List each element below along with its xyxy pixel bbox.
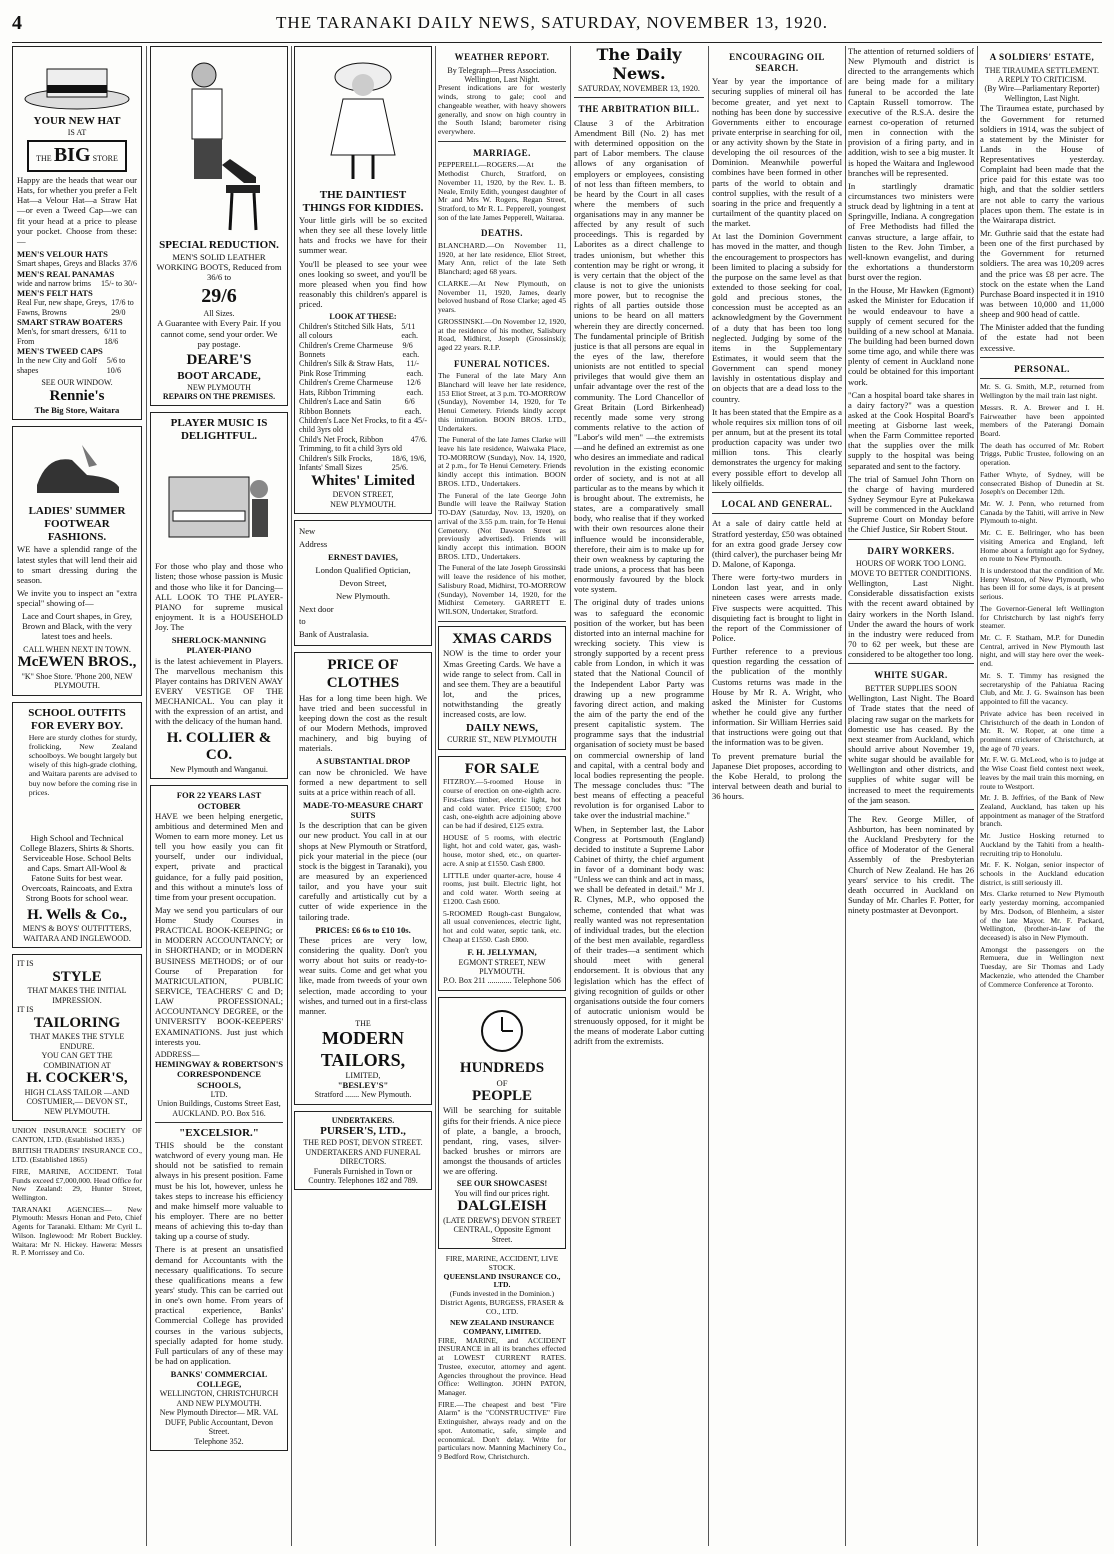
clock-icon <box>467 1006 537 1056</box>
hat-item: SMART STRAW BOATERS Men's, for smart dressers, From 6/11 to 18/6 <box>17 317 127 346</box>
deare-repairs: REPAIRS ON THE PREMISES. <box>162 391 276 401</box>
dalgleish-firm: DALGLEISH <box>457 1198 547 1215</box>
hundreds-body: Will be searching for suitable gifts for their friends. A nice piece of plate, a bangle, a brooch, pendant, ring, vases, silver-backed brushes or mirrors are amongst the thousands of articles we are offering. <box>443 1105 561 1177</box>
optician-ad <box>294 520 432 646</box>
reduction-price: 29/6 <box>201 285 237 308</box>
xmas-title: XMAS CARDS <box>452 630 552 647</box>
sugar-sub: BETTER SUPPLIES SOON <box>864 683 957 693</box>
piano-brand: SHERLOCK-MANNING PLAYER-PIANO <box>171 635 267 656</box>
personal-item: Private advice has been received in Christchurch of the death in London of Mr. R. W. Roper, at one time a prominent cricketer of Christchurch, at the age of 70 years. <box>980 708 1104 753</box>
dalgleish-sub: (LATE DREW'S) DEVON STREET CENTRAL, Opposite Egmont Street. <box>443 1215 561 1244</box>
price-sub2: MADE-TO-MEASURE CHART SUITS <box>302 800 424 821</box>
dainty-title: THE DAINTIEST THINGS FOR KIDDIES. <box>302 189 424 214</box>
hat-store: STORE <box>92 154 118 164</box>
hat-item: MEN'S FELT HATS Real Fur, new shape, Greys, Fawns, Browns 17/6 to 29/0 <box>17 288 134 317</box>
column-1 <box>12 46 142 1546</box>
funeral-notice: The Funeral of the late James Clarke will leave his late residence, Waiwaka Place, TO-MORROW (Sunday), Nov. 14, 1920, at 2 p.m., for Te Henui Cemetery. Friends kindly accept this intimation. BOON BROS. LTD., Undertakers. <box>438 435 566 488</box>
insurance-ads <box>438 1255 566 1462</box>
personal-item: Mr. F. W. G. McLeod, who is to judge at the Wise Coast field contest next week, leaves by the mail train this morning, en route to Westport. <box>980 755 1104 791</box>
jellyman-addr: EGMONT STREET, NEW PLYMOUTH. <box>458 957 546 976</box>
hundreds-l1: HUNDREDS <box>459 1059 545 1076</box>
purser-firm: PURSER'S, LTD., <box>320 1125 406 1138</box>
weather-report <box>438 52 566 137</box>
jellyman-firm: F. H. JELLYMAN, <box>467 947 537 958</box>
personal-item: Mr. C. E. Bellringer, who has been visiting America and England, left Home about a fortnight ago for Sydney, en route to New Plymouth. <box>980 528 1104 564</box>
column-4 <box>438 46 566 1546</box>
newspaper-title: THE TARANAKI DAILY NEWS, SATURDAY, NOVEMBER 13, 1920. <box>276 13 828 32</box>
hat-body: Happy are the heads that wear our Hats, for whether you prefer a Felt Hat—a Velour Hat—a Straw Hat—or even a Tweed Cap—we can fit your head at a price to please your pocket. Choose from these:— <box>17 175 137 246</box>
modern-tailors-ad <box>294 652 432 1105</box>
ladies-footwear-ad <box>12 426 142 695</box>
banks-firm: BANKS' COMMERCIAL COLLEGE, <box>170 1369 268 1390</box>
optician-bank: Bank of Australasia. <box>299 629 369 640</box>
dainty-item: Children's Silk & Straw Hats, Pink Rose Trimming 11/- each. <box>299 359 424 378</box>
deare-firm: DEARE'S <box>186 351 252 368</box>
tailoring-word: TAILORING <box>33 1014 121 1031</box>
personal-item: It is understood that the condition of Mr. Henry Weston, of New Plymouth, who has been ill for some days, is at present serious. <box>980 566 1104 602</box>
dainty-item: Children's Lace and Satin Ribbon Bonnets 6/6 each. <box>299 397 422 416</box>
news-para: In the House, Mr Hawken (Egmont) asked the Minister for Education if he would endeavour to have a supply of cement secured for the building of a new school at Manaia. The building had been burned down some time ago, and while there was plenty of cement in Auckland none could be obtained for this important work. <box>848 285 974 387</box>
banks-body4: There is at present an unsatisfied demand for Accountants with the necessary qualifications. To secure these qualifications means a few years' study. This can be carried out in one's own home. From years of practical experience, Banks' Commercial College has provided courses in the various subjects, specially adapted for home study. Full particulars of any of these may be had on application. <box>155 1244 283 1366</box>
price-body: Has for a long time been high. We have tried and been successful in keeping down the cost as the result of our Modern Methods, improved machinery, and big buying of materials. <box>299 692 427 754</box>
dainty-look: LOOK AT THESE: <box>329 312 397 322</box>
personal-item: Father Whyte, of Sydney, will be consecrated Bishop of Dunedin at St. Joseph's on December 12th. <box>980 469 1104 497</box>
sale-item: FITZROY.—5-roomed House in course of erection on one-eighth acre. First-class timber, electric light, hot and cold water. Price £1500; £700 cash, one-eighth acre adjoining above can be had if desired, £125 extra. <box>443 777 561 831</box>
dainty-item: Children's Stitched Silk Hats, all colours 5/11 each. <box>299 321 418 341</box>
schools-body: HAVE we been helping energetic, ambitious and determined Men and Women to earn more money. Let us tell you how easily you can fit yourself, under our individual, expert, private and practical guidance, for a fully paid position, and this without a minute's loss of time from your present occupation. <box>155 810 283 902</box>
collier-firm: H. COLLIER & CO. <box>166 729 272 764</box>
deare-firm2: BOOT ARCADE, <box>177 369 261 382</box>
ladies-title: LADIES' SUMMER FOOTWEAR FASHIONS. <box>28 505 126 544</box>
funerals-title: FUNERAL NOTICES. <box>453 358 551 369</box>
news-last: The Rev. George Miller, of Ashburton, has been nominated by the Auckland Presbytery for the office of Moderator of the General Assembly of the Presbyterian Church of New Zealand. He has 26 years' service to his credit. The death occurred in Auckland on Sunday of Mr. Charles F. Potter, for ninety postmaster at Devonport. <box>848 813 974 916</box>
hemingway-addr: Union Buildings, Customs Street East, AUCKLAND. P.O. Box 516. <box>157 1099 281 1118</box>
sale-title: FOR SALE <box>464 760 540 777</box>
man-boots-icon <box>164 55 274 235</box>
local-para: There were forty-two murders in London last year, and in only nineteen cases were arrests made. Five suspects were acquitted. This disquieting fact is brought to light in the report of the Commissioner of Police. <box>712 572 842 643</box>
schoolboy-icon <box>17 733 26 833</box>
insure-head: FIRE, MARINE, ACCIDENT, LIVE STOCK. <box>445 1254 559 1272</box>
reduction-title: SPECIAL REDUCTION. <box>159 239 279 251</box>
ladies-firm: McEWEN BROS., <box>17 654 137 671</box>
weather-by: By Telegraph—Press Association. <box>447 65 557 75</box>
estate-head: A SOLDIERS' ESTATE, <box>989 52 1095 62</box>
correspondence-schools-ad <box>150 785 288 1451</box>
optician-name: ERNEST DAVIES, <box>328 551 398 562</box>
style-line2: THAT MAKES THE STYLE ENDURE. <box>29 1032 125 1051</box>
oil-para: It has been stated that the Empire as a whole requires six million tons of oil per annum, but at the present its total production capacity was under two million tons. This clearly demonstrates the urgency for making every possible effort to develop all likely oilfields. <box>712 406 842 488</box>
cocker-sub: HIGH CLASS TAILOR —AND COSTUMIER,— DEVON ST., NEW PLYMOUTH. <box>24 1087 130 1116</box>
hemingway-firm: HEMINGWAY & ROBERTSON'S CORRESPONDENCE SCHOOLS, <box>155 1059 283 1090</box>
style-it-is-2: IT IS <box>17 1005 34 1015</box>
estate-sub2: A REPLY TO CRITICISM. <box>997 75 1087 85</box>
style-it-is: IT IS <box>17 959 34 969</box>
price-prices: PRICES: £6 6s to £10 10s. <box>315 924 411 935</box>
personal-item: Mr. F. K. Nolgan, senior inspector of schools in the Auckland education district, is still seriously ill. <box>980 860 1104 887</box>
xmas-cards-ad <box>438 626 566 750</box>
hat-is-at: IS AT <box>67 127 87 137</box>
marriage-title: MARRIAGE. <box>473 147 531 158</box>
school-title: SCHOOL OUTFITS FOR EVERY BOY. <box>28 706 126 732</box>
kiddies-ad <box>294 46 432 514</box>
dainty-item: Children's Silk Frocks, Infants' Small Sizes 18/6, 19/6, 25/6. <box>299 453 427 473</box>
news-para: In startlingly dramatic circumstances two ministers were struck dead by lightning in a tent at Springville, Indiana. A congregation of Free Methodists had filled the canvas structure, a large affair, to listen to the Rev. John Timber, a well-known evangelist, and during the exhortations a thunderstorm burst over the region. <box>848 180 974 283</box>
cocker-firm: H. COCKER'S, <box>26 1069 128 1086</box>
personal-item: Mr. S. T. Timmy has resigned the secretaryship of the Pahiatua Racing Club, and Mr. J. G. Swainson has been appointed to fill the vacancy. <box>980 670 1104 707</box>
oil-head: ENCOURAGING OIL SEARCH. <box>729 52 825 73</box>
queensland-firm: QUEENSLAND INSURANCE CO., LTD. <box>443 1271 561 1290</box>
hat-window: SEE OUR WINDOW. <box>41 378 113 388</box>
hat-item: MEN'S REAL PANAMAS wide and narrow brims 15/- to 30/- <box>17 268 137 288</box>
dainty-item: Children's Lace Net Frocks, to fit a child 3yrs old 45/- <box>299 416 427 435</box>
purser-addr: THE RED POST, DEVON STREET. <box>303 1138 423 1148</box>
personal-item: Mr. S. G. Smith, M.P., returned from Wellington by the mail train last night. <box>980 382 1104 401</box>
personal-item: Mr. C. F. Statham, M.P. for Dunedin Central, arrived in New Plymouth last night, and will stay here over the week-end. <box>980 633 1104 669</box>
tailors-besley: "BESLEY'S" <box>337 1080 389 1091</box>
dainty-item: Children's Creme Charmeuse Bonnets 9/6 each. <box>299 340 420 359</box>
school-lines: High School and Technical College Blazers, Shirts & Shorts. Serviceable Hose. School Belts and Caps. Smart All-Wool & Fatone Suits for best wear. Overcoats, Raincoats, and Extra Strong Boots for school wear. <box>19 832 135 904</box>
sugar-body: Wellington, Last Night. The Board of Trade states that the need of placing raw sugar on the markets for domestic use has ceased. By the next steamer from Auckland, which should arrive about November 19, white sugar should be available for Wellington and other districts, and supplies of white sugar will be increased to meet the requirements of the jam season. <box>848 693 974 805</box>
insurance-notices <box>12 1127 142 1258</box>
hundreds-find: You will find our prices right. <box>454 1188 550 1198</box>
editorial-date: SATURDAY, NOVEMBER 13, 1920. <box>578 83 700 93</box>
personal-item: Messrs. R. A. Brewer and I. H. Fairweather have been appointed members of the Paterangi Domain Board. <box>980 402 1104 438</box>
estate-sub: THE TIRAUMEA SETTLEMENT. <box>984 65 1100 75</box>
column-5 <box>574 46 704 1546</box>
column-6 <box>712 46 842 1546</box>
editorial-para: When, in September last, the Labor Congress at Portsmouth (England) decided to institute a Supreme Labor Cabinet of thirty, the chief argument in favor of a dominant body was: "Unless we can think and act in mass, we shall be defeated in detail." Mr J. R. Clynes, M.P., who opposed the scheme, contended that what was really wanted was not representation of individual trades, but the election of the best men available, regardless of their trades—a sentiment which should meet with general endorsement. It is obvious that any legislation which has the effect of giving recognition of guilds or other organisations outside the four corners of autocratic unionism would be strenuously opposed, for it might be the means of moderate Labor cutting adrift from the extremists. <box>574 823 704 1047</box>
column-2 <box>150 46 288 1546</box>
dainty-item: Child's Net Frock, Ribbon Trimming, to fit a child 3yrs old 47/6. <box>299 434 427 454</box>
dainty-item: Children's Creme Charmeuse Hats, Ribbon Trimming 12/6 each. <box>299 378 424 397</box>
ladies-addr: "K" Shoe Store. 'Phone 200, NEW PLYMOUTH. <box>21 671 133 691</box>
weather-dateline: Wellington, Last Night. <box>464 75 540 85</box>
ladies-body: WE have a splendid range of the latest styles that will lend their aid to smart dressing during the season. <box>17 544 137 585</box>
dairy-body: Wellington, Last Night. Considerable dissatisfaction exists with the recent award obtained by dairy workers in the North Island. Under the award the hours of work in the industry were reduced from 70 to 62 per week, but these are considered to be altogether too long. <box>848 578 974 660</box>
school-sub: MEN'S & BOYS' OUTFITTERS, WAITARA AND INGLEWOOD. <box>22 924 132 943</box>
shoe-icon <box>27 435 127 501</box>
ladies-items: Lace and Court shapes, in Grey, Brown and Black, with the very latest toes and heels. <box>22 611 132 642</box>
collier-sub: New Plymouth and Wanganui. <box>170 764 268 774</box>
style-line1: THAT MAKES THE INITIAL IMPRESSION. <box>27 986 127 1005</box>
tailors-firm: MODERN TAILORS, <box>320 1028 406 1070</box>
sale-item: 5-ROOMED Rough-cast Bungalow, all usual conveniences, electric light, hot and cold water, septic tank, etc. Cheap at £1550. Cash £800. <box>443 908 561 944</box>
column-8 <box>980 46 1104 1546</box>
xmas-addr: CURRIE ST., NEW PLYMOUTH <box>447 735 557 745</box>
optician-address: Address <box>299 539 328 550</box>
tailors-the: THE <box>355 1018 371 1028</box>
personal-item: The death has occurred of Mr. Robert Triggs, Public Trustee, following on an operation. <box>980 440 1104 468</box>
dairy-sub: HOURS OF WORK TOO LONG. <box>855 559 966 569</box>
weather-body: Present indications are for westerly winds, strong to gale; cool and changeable weather, with heavy showers generally, and snow on high country in the South Island; barometer rising everywhere. <box>438 83 566 137</box>
column-3 <box>294 46 432 1546</box>
style-tailoring-ad <box>12 954 142 1121</box>
hat-item: MEN'S VELOUR HATS Smart shapes, Greys and Blacks 37/6 <box>17 248 137 269</box>
local-para: At a sale of dairy cattle held at Stratford yesterday, £50 was obtained for an extra good grade Jersey cow (third calver), the purchaser being Mr D. Malone, of Kaponga. <box>712 518 842 570</box>
price-body2: can now be chronicled. We have formed a new department to sell suits at a price within reach of all. <box>299 766 427 797</box>
hundreds-l2: OF <box>496 1077 508 1088</box>
price-title: PRICE OF CLOTHES <box>326 657 400 691</box>
news-para: The trial of Samuel John Thorn on the charge of having murdered Sydney Seymour Eyre at Pukekawa will be commenced in the Auckland Supreme Court on Monday before the Chief Justice, Sir Robert Stout. <box>848 473 974 535</box>
insurance-item: BRITISH TRADERS' INSURANCE CO., LTD. (Established 1865) <box>12 1146 142 1165</box>
dainty-body2: You'll be pleased to see your wee ones looking so sweet, and you'll be more pleased when you find how reasonably this children's apparel is priced. <box>299 258 427 310</box>
whites-addr: DEVON STREET, <box>332 490 394 500</box>
player-piano-ad <box>150 412 288 779</box>
banks-body3: THIS should be the constant watchword of every young man. He should not be satisfied to remain always in his present position. Fame must be his lot, however, unless he takes steps to increase his efficiency and make himself more valuable to his employer. There are no better means of achieving this to-day than taking up a course of study. <box>155 1140 283 1242</box>
reduction-body: MEN'S SOLID LEATHER WORKING BOOTS, Reduced from 36/6 to <box>156 251 282 283</box>
ladies-call: CALL WHEN NEXT IN TOWN. <box>23 644 131 654</box>
dainty-body: Your little girls will be so excited when they see all these lovely little hats and frocks we have for their summer wear. <box>299 214 427 256</box>
price-body3: Is the description that can be given our new product. You call in at our shops at New Plymouth or Stratford, pick your material in the piece (our stock is the biggest in Taranaki), you are measured by an experienced tailor, and you have your suit carefully and artistically cut by a cutter of wide experience in the tailoring trade. <box>299 820 427 922</box>
piano-title: PLAYER MUSIC IS DELIGHTFUL. <box>170 417 268 443</box>
personal-item: The Governor-General left Wellington for Christchurch by last night's ferry steamer. <box>980 603 1104 631</box>
death-notice: BLANCHARD.—On November 11, 1920, at her late residence, Eliot Street, Mary Ann, relict of the late Seth Blanchard; aged 68 years. <box>438 241 566 277</box>
purser-tel: Funerals Furnished in Town or Country. Telephones 182 and 789. <box>308 1166 418 1186</box>
hat-brand: BIG <box>53 144 91 167</box>
funeral-notice: The Funeral of the late Mary Ann Blanchard will leave her late residence, 153 Eliot Street, at 3 p.m. TO-MORROW (Sunday), November 14, 1920, for Te Henui Cemetery. Friends kindly accept this intimation. BOON BROS. LTD., Undertakers. <box>438 371 566 433</box>
school-body: Here are sturdy clothes for sturdy, frolicking, New Zealand schoolboys. We bought largely but wisely of this high-grade clothing, and Waitara parents are advised to buy now before the coming rise in prices. <box>28 732 137 797</box>
marriage-body: PEPPERELL—ROGERS.—At the Methodist Church, Stratford, on November 11, 1920, by the Rev. L. B. Neale, Emily Edith, youngest daughter of Mr and Mrs W. Rogers, Regan Street, Stratford, to Mr R. L. Pepperell, youngest son of the late James Pepperell, Waitaraa. <box>438 160 566 222</box>
funeral-notice: The Funeral of the late George John Bundle will leave the Railway Station TO-DAY (Saturday, Nov. 13, 1920), on arrival of the 3.55 p.m. train, for Te Henui Cemetery. (Not Dawson Street as previously advertised). Friends will kindly accept this intimation. BOON BROS. LTD., Undertakers. <box>438 490 566 561</box>
hat-the: THE <box>36 154 52 164</box>
news-para: "Can a hospital board take shares in a dairy factory?" was a question asked at the Cook Hospital Board's meeting at Gisborne last week, when the Farm Committee reported that the supplies over the milk supply to the hospital was being separated and sent to the factory. <box>848 389 974 471</box>
column-7 <box>848 46 974 1546</box>
little-girl-icon <box>303 55 423 185</box>
optician-town: New Plymouth. <box>336 590 390 601</box>
style-word: STYLE <box>52 968 102 985</box>
price-sub1: A SUBSTANTIAL DROP <box>316 756 410 767</box>
personal-item: Amongst the passengers on the Remuera, due in Wellington next Tuesday, are Sir Thomas and Lady Mackenzie, who attended the Chamber of Commerce Conference at Toronto. <box>980 944 1104 989</box>
school-outfits-ad <box>12 702 142 948</box>
ladies-invite: We invite you to inspect an "extra special" showing of— <box>17 587 137 609</box>
tailors-ltd: LIMITED, <box>345 1070 381 1080</box>
style-line3: YOU CAN GET THE COMBINATION AT <box>41 1051 113 1070</box>
estate-para: Mr. Guthrie said that the estate had been one of the first purchased by the Government for returned soldiers. The area was 10,209 acres and the price was £8 per acre. The stock on the estate when the Land Purchase Board inspected it in 1910 was between 10,000 and 11,000 sheep and 900 head of cattle. <box>980 228 1104 320</box>
hat-item: MEN'S TWEED CAPS In the new City and Golf shapes 5/6 to 10/6 <box>17 346 126 375</box>
piano-body2: is the latest achievement in Players. The marvellous mechanism this Player contains has DRIVEN AWAY EVERY VESTIGE OF THE MECHANICAL. You can play it with the expression of an artist, and with the delicacy of the human hand. <box>155 655 283 727</box>
death-notice: GROSSINSKI.—On November 12, 1920, at the residence of his mother, Salisbury Road, Midhirst, Joseph (Grossinski); aged 22 years. R.I.P. <box>438 316 566 352</box>
piano-body: For those who play and those who listen; those whose passion is Music and those who like it for Dancing—ALL LOOK TO THE PLAYER-PIANO for supreme musical enjoyment. It is a HOUSEHOLD Joy. The <box>155 561 283 633</box>
insurance-item: UNION INSURANCE SOCIETY OF CANTON, LTD. (Established 1835.) <box>12 1125 142 1144</box>
deare-town: NEW PLYMOUTH <box>187 382 251 392</box>
personal-item: Mr. W. J. Penn, who returned from Canada by the Tahiti, will arrive in New Plymouth to-night. <box>980 498 1104 526</box>
hat-shop-sub: The Big Store, Waitara <box>34 405 120 416</box>
reduction-guarantee: A Guarantee with Every Pair. If you cannot come, send your order. We pay postage. <box>157 318 281 349</box>
school-firm: H. Wells & Co., <box>27 906 127 923</box>
masthead <box>12 4 1102 43</box>
nz-insurance-body: FIRE, MARINE, and ACCIDENT INSURANCE in all its branches effected at LOWEST CURRENT RATES. Trustee, executor, attorney and agent. Agencies throughout the province. Head Office: Wellington. JOHN PATON, Manager. <box>438 1335 566 1397</box>
estate-para: The Tiraumea estate, purchased by the Government for returned soldiers in 1914, was the subject of a statement by the Minister for Lands in the House of Representatives yesterday. Complaint had been made that the price paid for this estate was too high, and that the soldier settlers are not able to carry the various places upon them. The estate is in the Wairarapa district. <box>980 103 1104 225</box>
xmas-paper: DAILY NEWS, <box>466 722 538 735</box>
deaths-title: DEATHS. <box>480 228 524 239</box>
boots-reduction-ad <box>150 46 288 406</box>
oil-para: At last the Dominion Government has moved in the matter, and though the encouragement to prospectors has been limited to placing a subsidy for the purpose on the same level as that extended to those seeking for coal, gold and precious stones, the concession must be accepted as an acknowledgment by the Government of a duty that has been too long neglected. Judging by some of the items in the Supplementary Estimates, it would seem that the Government can spend money lavishly in ostentatious display and on objects that are a dead loss to the country. <box>712 231 842 404</box>
banks-addr: WELLINGTON, CHRISTCHURCH AND NEW PLYMOUTH. <box>159 1389 279 1408</box>
insurance-item: FIRE, MARINE, ACCIDENT. Total Funds exceed £7,000,000. Head Office for New Zealand: 29, Hunter Street, Wellington. <box>12 1166 142 1203</box>
price-body4: These prices are very low, considering the quality. Don't you worry about hot suits or ready-to-wear suits. Come and get what you like, made from tweeds of your own selection, made according to your wishes, and turned out in a first-class manner. <box>299 934 427 1016</box>
insurance-item: TARANAKI AGENCIES— New Plymouth: Messrs Honan and Peto, Chief Agents for Taranaki. Eltham: Mr Cyril L. Wilson. Inglewood: Mr Robert Buckley. Waitara: Mr N. Hickey. Hawera: Messrs R. P. Morrissey and Co. <box>12 1204 142 1258</box>
excelsior: "EXCELSIOR." <box>179 1127 259 1140</box>
purser-body: UNDERTAKERS AND FUNERAL DIRECTORS. <box>305 1147 421 1167</box>
hat-title: YOUR NEW HAT <box>33 115 121 127</box>
personal-head: PERSONAL. <box>1014 363 1070 374</box>
weather-title: WEATHER REPORT. <box>454 52 550 62</box>
optician-new: New <box>299 526 316 537</box>
local-para: Further reference to a previous question regarding the cessation of the publication of the monthly Customs returns was made in the House by Mr R. A. Wright, who asked the Minister for Customs whether he could give any further information. Sir William Herries said that instructions were going out that the information was to be given. <box>712 646 842 748</box>
undertakers-ad <box>294 1111 432 1191</box>
editorial-para: Clause 3 of the Arbitration Amendment Bill (No. 2) has met with determined opposition on the part of Labor members. The clause allows of any organisation of employers or employees, consisting of not less than fifteen members, to be heard by the Court in all cases where the members of such organisations may in any manner be affected by any result of such proceedings. This is regarded by Laborites as a direct challenge to trades unionism, but whether this contention may be right or wrong, it is very certain that the object of the clause is not to give the unionists more power, but to recognise the rights of all parties outside those unions to be heard on all matters wherein they are directly concerned. The fundamental principle of British justice is that all persons are equal in the eyes of the law, therefore unionists are not entitled to special privileges that would give them an unfair advantage over the rest of the community. The Lord Chancellor of Great Britain (Lord Birkenhead) recently made some very strong comments relative to the action of "Labor's wild men" —the extremists—and he defined an extremist as one who desires an immediate and radical revolution in the existing economic order of society, and is not at all particular as to the means by which it is brought about. The extremists, he states, are a comparatively small body, who realise that if they worked with their own resources alone their influence would be inconsiderable, therefore, their aim is to make up for their own weakness by capturing the trade unions, a process that has been enormously favoured by the block vote system. <box>574 117 704 595</box>
dalgleish-ad <box>438 997 566 1249</box>
tailors-towns: Stratford ....... New Plymouth. <box>314 1090 412 1100</box>
sale-item: LITTLE under quarter-acre, house 4 rooms, just built. Electric light, hot and cold water. Worth seeing at £1200. Cash £600. <box>443 870 561 906</box>
nz-insurance-firm: NEW ZEALAND INSURANCE COMPANY, LIMITED. <box>449 1318 555 1336</box>
death-notice: CLARKE.—At New Plymouth, on November 11, 1920, James, dearly beloved husband of Rose Clarke; aged 45 years. <box>438 278 566 315</box>
oil-para: Year by year the importance of securing supplies of mineral oil has become greater, and yet next to nothing has been done by successive Governments either to encourage private enterprise in searching for oil, or any activity shown by the State in developing the oil resources of the Dominion. Meanwhile powerful combines have been formed in other parts of the world to obtain and control supplies, with the result of a soaring in the price and frequently a curtailment of the quantity placed on the market. <box>712 76 842 229</box>
news-para: The attention of returned soldiers of New Plymouth and district is directed to the arrangements which are being made for a military funeral to be accorded the late Captain Russell tomorrow. The executive of the R.S.A. desire the earnest co-operation of returned men in connection with the provision of a firing party, and in addition, wish to see a big muster. It is hoped the Waitara and Inglewood branches will be represented. <box>848 46 974 178</box>
sugar-head: WHITE SUGAR. <box>874 670 948 681</box>
jellyman-box: P.O. Box 211 ............ Telephone 506 <box>443 976 561 986</box>
estate-by: (By Wire—Parliamentary Reporter) Wellington, Last Night. <box>984 84 1100 103</box>
hemingway-ltd: LTD. <box>210 1089 228 1099</box>
schools-title: FOR 22 YEARS LAST OCTOBER <box>176 790 262 811</box>
schools-address-label: ADDRESS— <box>155 1049 200 1059</box>
whites-town: NEW PLYMOUTH. <box>330 499 396 509</box>
funeral-notice: The Funeral of the late Joseph Grossinski will leave the residence of his mother, Salisbury Road, Midhirst, TO-MORROW (Sunday), November 14, 1920, for the Midhirst Cemetery. GARRETT E. WILSON, Undertaker, Stratford. <box>438 563 566 616</box>
for-sale-ad <box>438 756 566 991</box>
personal-item: Mr. J. B. Jeffries, of the Bank of New Zealand, Auckland, has taken up his appointment as manager of the Stratford branch. <box>980 793 1104 829</box>
hundreds-see: SEE OUR SHOWCASES! <box>456 1179 548 1189</box>
player-piano-icon <box>159 447 279 557</box>
page-number: 4 <box>12 11 22 34</box>
banks-rep: New Plymouth Director— MR. VAL DUFF, Public Accountant, Devon Street. <box>159 1408 279 1437</box>
undertakers-title: UNDERTAKERS. <box>331 1115 395 1125</box>
dairy-sub2: MOVE TO BETTER CONDITIONS. <box>850 568 972 578</box>
straw-hat-icon <box>22 55 132 111</box>
estate-para: The Minister added that the funding of the estate had not been excessive. <box>980 322 1104 353</box>
optician-street: Devon Street, <box>339 577 387 588</box>
schools-body2: May we send you particulars of our Home Study Courses in PRACTICAL BOOK-KEEPING; or in MODERN ACCOUNTANCY; or in SHORTHAND; or in MODERN BUSINESS METHODS; or of our Course of Preparation for MATRICULATION, PUBLIC SERVICE, TEACHERS' C and D; LAW PROFESSIONAL; ACCOUNTANCY DEGREE, or the UNIVERSITY BOOK-KEEPERS' EXAMINATIONS. Just just which interests you. <box>155 904 283 1047</box>
personal-item: Mr. Justice Hosking returned to Auckland by the Tahiti from a health-recruiting trip to Honolulu. <box>980 831 1104 858</box>
optician-desc: London Qualified Optician, <box>315 564 411 575</box>
local-general-head: LOCAL AND GENERAL. <box>721 498 833 509</box>
sale-item: HOUSE of 5 rooms, with electric light, hot and cold water, gas, wash-house, motor shed, etc., on quarter-acre. A snip at £1550. Cash £800. <box>443 832 561 868</box>
hat-ad <box>12 46 142 420</box>
optician-to: to <box>299 616 306 627</box>
xmas-body: NOW is the time to order your Xmas Greeting Cards. We have a wide range to select from. Call in and see them. They are a beautiful lot, and the prices, notwithstanding the greatly increased costs, are low. <box>443 648 561 720</box>
local-para: To prevent premature burial the Japanese Diet proposes, according to the Kobe Herald, to prolong the interval between death and burial to 36 hours. <box>712 750 842 802</box>
queensland-body: (Funds invested in the Dominion.) District Agents, BURGESS, FRASER & CO., LTD. <box>439 1289 565 1316</box>
banks-tel: Telephone 352. <box>194 1436 244 1446</box>
personal-item: Mrs. Clarke returned to New Plymouth early yesterday morning, accompanied by Mrs. Dodson, of Blenheim, a sister of the late Mayor. Mr. F. Packard, Wellington, (brother-in-law of the deceased) is also in New Plymouth. <box>980 889 1104 943</box>
editorial-para: The original duty of trades unions was to safeguard the economic position of the worker, but has been distorted into an internal machine for wrecking society. This view is strongly supported by a recent press cable from London, in which it was stated that the National Council of the Independent Labor Party was drawing up a new programme favoring direct action, and making the aim of the party the end of the present capitalistic system. The programme says that the industrial organisation of society must be based on commercial ownership of land and capital, with a central body and local bodies representing the people. The message concludes thus: "The best means of effecting a peaceful revolution is for organised Labor to take over the industrial machine." <box>574 597 704 821</box>
dairy-head: DAIRY WORKERS. <box>867 545 955 556</box>
hundreds-l3: PEOPLE <box>471 1087 532 1104</box>
reduction-sizes: All Sizes. <box>203 308 235 318</box>
editorial-head: THE ARBITRATION BILL. <box>578 104 700 115</box>
whites-firm: Whites' Limited <box>311 472 415 489</box>
fire-alarm-ad: FIRE.—The cheapest and best "Fire Alarm" is the "CONSTRUCTIVE" Fire Extinguisher, always ready and on the spot. Automatic, safe, simple and economical. Don't delay. Write for particulars now. Manning Machinery Co., 9 Bedford Row, Christchurch. <box>438 1399 566 1462</box>
hat-shop: Rennie's <box>49 387 105 404</box>
optician-next: Next door <box>299 603 334 614</box>
editorial-masthead: The Daily News. <box>596 46 682 83</box>
